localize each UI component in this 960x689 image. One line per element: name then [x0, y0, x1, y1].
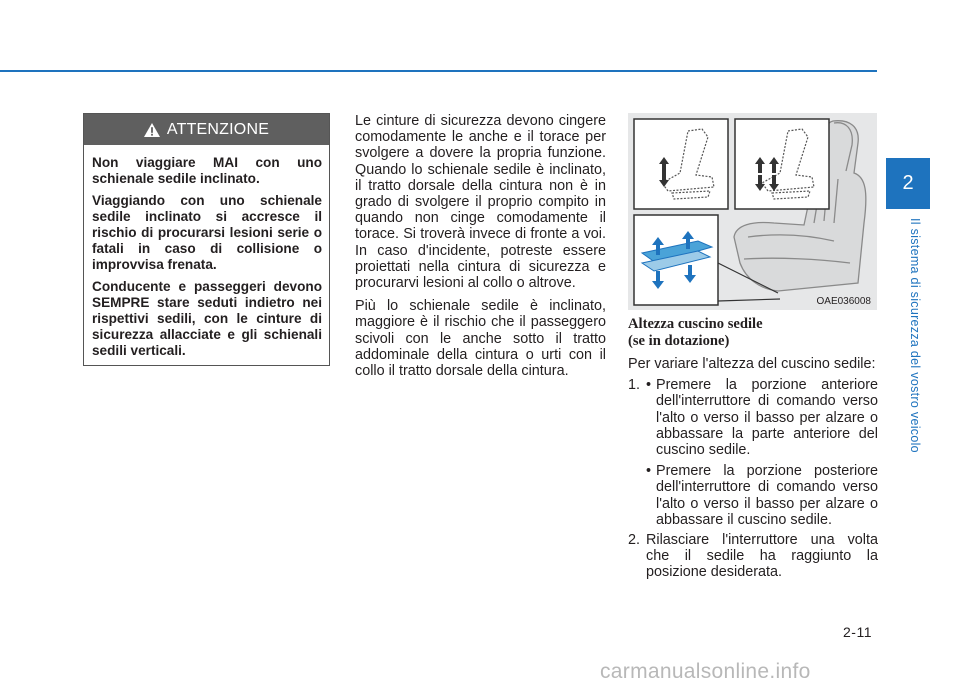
warning-header: [84, 114, 329, 145]
warning-body: [84, 145, 329, 359]
bullet-icon: •: [646, 377, 652, 394]
section-title: [628, 316, 878, 350]
body-paragraph: Le cinture di sicurezza devono cingere comodamente le anche e il torace per svolgere a dovere la propria funzione. Quando lo schienale sedile è inclinato, il tratto dorsale della cintura non è in grado di svolgere il proprio compito in quando non cinge comodamente il torace. Si troverà invece di fronte a voi. In caso d'incidente, potreste essere proiettati nella cintura di sicurezza e procurarvi lesioni al collo o altrove.: [355, 113, 606, 292]
step-number: 1.: [628, 377, 641, 394]
sub-item: [646, 377, 878, 458]
warning-triangle-icon: [144, 123, 160, 137]
section-title-line: Altezza cuscino sedile: [628, 316, 763, 332]
chapter-tab: 2: [886, 158, 930, 209]
seat-adjustment-figure: [628, 113, 877, 310]
step-text: Rilasciare l'interruttore una volta che il sedile ha raggiunto la posizione desiderata.: [646, 532, 878, 581]
warning-paragraph: Conducente e passeggeri devono SEMPRE stare seduti indietro nei rispettivi sedili, con le cinture di sicurezza allacciate e gli schienali sedili verticali.: [92, 279, 322, 358]
warning-title: ATTENZIONE: [166, 120, 270, 138]
chapter-title: Il sistema di sicurezza del vostro veicolo: [908, 218, 922, 453]
body-paragraph: Più lo schienale sedile è inclinato, maggiore è il rischio che il passeggero scivoli con le anche sotto il tratto addominale della cintura o urti con il collo il tratto dorsale della cintura.: [355, 298, 606, 380]
figure-code: OAE036008: [816, 296, 871, 307]
sub-item: [646, 463, 878, 528]
warning-paragraph: Non viaggiare MAI con uno schienale sedile inclinato.: [92, 155, 322, 186]
section-subtitle-line: (se in dotazione): [628, 333, 730, 349]
step-item: [628, 377, 878, 528]
right-column: [628, 316, 878, 585]
top-rule: [0, 70, 877, 72]
bullet-icon: •: [646, 463, 652, 480]
seat-illustration: [628, 113, 877, 310]
sub-item-text: Premere la porzione posteriore dell'interruttore di comando verso l'alto o verso il basso per alzare o abbassare il cuscino sedile.: [656, 463, 878, 528]
warning-box: [83, 113, 330, 366]
step-item: [628, 532, 878, 581]
sub-item-text: Premere la porzione anteriore dell'interruttore di comando verso l'alto o verso il basso per alzare o abbassare la parte anteriore del cuscino sedile.: [656, 377, 878, 459]
section-intro: Per variare l'altezza del cuscino sedile:: [628, 356, 876, 372]
step-content: [646, 377, 878, 528]
warning-paragraph: Viaggiando con uno schienale sedile inclinato si accresce il rischio di procurarsi lesioni serie o fatali in caso di collisione o improvvisa frenata.: [92, 193, 322, 272]
step-number: 2.: [628, 532, 641, 549]
page-number: 2-11: [843, 624, 872, 640]
middle-column: [355, 113, 606, 386]
watermark: carmanualsonline.info: [600, 660, 811, 683]
